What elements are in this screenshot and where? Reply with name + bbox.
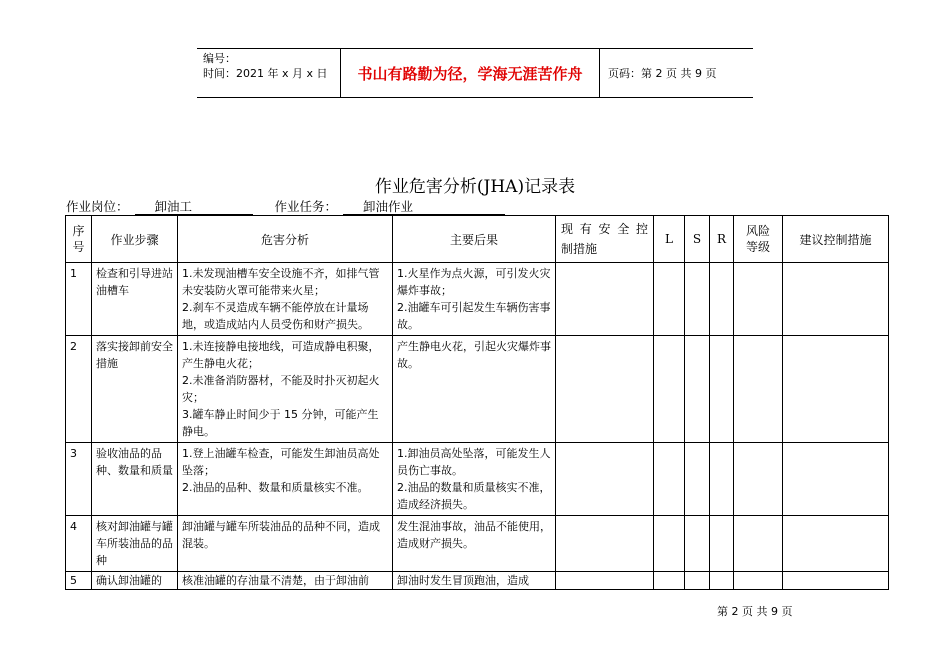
- row-consequence: [393, 516, 556, 572]
- col-step: 作业步骤: [92, 216, 178, 263]
- header-left: [197, 49, 340, 97]
- col-r: R: [710, 216, 734, 263]
- table-row: [66, 336, 889, 443]
- consequence-line: 2.油品的数量和质量核实不准，造成经济损失。: [397, 481, 551, 511]
- row-control: [556, 572, 654, 590]
- col-control: [556, 216, 654, 263]
- document-number-label: 编号：: [203, 52, 236, 65]
- row-r: [710, 516, 734, 572]
- row-risk: [734, 443, 783, 516]
- table-row: [66, 516, 889, 572]
- row-step: 检查和引导进站油槽车: [92, 263, 178, 336]
- row-r: [710, 572, 734, 590]
- row-s: [685, 572, 710, 590]
- row-consequence: [393, 572, 556, 590]
- row-seq: 5: [66, 572, 92, 590]
- col-hazard: 危害分析: [178, 216, 393, 263]
- col-consequence: 主要后果: [393, 216, 556, 263]
- col-control-line1: 现有安全控: [561, 222, 648, 236]
- row-hazard: [178, 263, 393, 336]
- row-control: [556, 516, 654, 572]
- table-row: [66, 443, 889, 516]
- page-header: [197, 48, 753, 98]
- row-s: [685, 263, 710, 336]
- col-control-line2: 制措施: [561, 242, 598, 256]
- row-seq: 4: [66, 516, 92, 572]
- consequence-line: 1.卸油员高处坠落，可能发生人员伤亡事故。: [397, 447, 551, 477]
- header-page-code: 页码：第 2 页 共 9 页: [608, 67, 717, 80]
- row-control: [556, 263, 654, 336]
- hazard-line: 2.刹车不灵造成车辆不能停放在计量场地，或造成站内人员受伤和财产损失。: [182, 301, 369, 331]
- col-seq: 序号: [66, 216, 92, 263]
- hazard-line: 3.罐车静止时间少于 15 分钟，可能产生静电。: [182, 408, 379, 438]
- row-l: [654, 516, 685, 572]
- job-info-line: [66, 197, 505, 215]
- row-risk: [734, 516, 783, 572]
- consequence-line: 发生混油事故，油品不能使用，造成财产损失。: [397, 520, 551, 550]
- row-s: [685, 336, 710, 443]
- row-l: [654, 336, 685, 443]
- row-seq: 2: [66, 336, 92, 443]
- table-header-row: [66, 216, 889, 263]
- row-hazard: [178, 516, 393, 572]
- hazard-line: 1.未发现油槽车安全设施不齐，如排气管未安装防火罩可能带来火星；: [182, 267, 380, 297]
- row-risk: [734, 572, 783, 590]
- row-suggest: [783, 263, 889, 336]
- row-hazard: [178, 572, 393, 590]
- row-hazard: [178, 336, 393, 443]
- hazard-line: 卸油罐与罐车所装油品的品种不同，造成混装。: [182, 520, 380, 550]
- consequence-line: 卸油时发生冒顶跑油，造成: [397, 574, 529, 587]
- table-row: [66, 572, 889, 590]
- row-step: 验收油品的品种、数量和质量: [92, 443, 178, 516]
- row-consequence: [393, 263, 556, 336]
- col-s: S: [685, 216, 710, 263]
- hazard-line: 核准油罐的存油量不清楚，由于卸油前: [182, 574, 369, 587]
- col-suggest: 建议控制措施: [783, 216, 889, 263]
- document-time: 时间：2021 年 x 月 x 日: [203, 67, 328, 80]
- hazard-line: 1.未连接静电接地线，可造成静电积聚，产生静电火花；: [182, 340, 380, 370]
- row-risk: [734, 336, 783, 443]
- hazard-line: 1.登上油罐车检查，可能发生卸油员高处坠落；: [182, 447, 380, 477]
- row-risk: [734, 263, 783, 336]
- col-l: L: [654, 216, 685, 263]
- post-label: 作业岗位：: [66, 199, 129, 214]
- row-r: [710, 263, 734, 336]
- row-s: [685, 443, 710, 516]
- row-control: [556, 336, 654, 443]
- header-motto: 书山有路勤为径，学海无涯苦作舟: [340, 49, 600, 97]
- row-step: 落实接卸前安全措施: [92, 336, 178, 443]
- consequence-line: 产生静电火花，引起火灾爆炸事故。: [397, 340, 551, 370]
- row-seq: 3: [66, 443, 92, 516]
- row-control: [556, 443, 654, 516]
- row-step: 核对卸油罐与罐车所装油品的品种: [92, 516, 178, 572]
- row-l: [654, 443, 685, 516]
- row-consequence: [393, 336, 556, 443]
- row-r: [710, 336, 734, 443]
- row-suggest: [783, 572, 889, 590]
- row-suggest: [783, 516, 889, 572]
- row-r: [710, 443, 734, 516]
- hazard-line: 2.油品的品种、数量和质量核实不准。: [182, 481, 369, 494]
- consequence-line: 1.火星作为点火源，可引发火灾爆炸事故；: [397, 267, 551, 297]
- document-title: 作业危害分析(JHA)记录表: [374, 177, 576, 197]
- consequence-line: 2.油罐车可引起发生车辆伤害事故。: [397, 301, 551, 331]
- hazard-line: 2.未准备消防器材，不能及时扑灭初起火灾；: [182, 374, 380, 404]
- page-footer: 第 2 页 共 9 页: [717, 605, 793, 618]
- row-consequence: [393, 443, 556, 516]
- row-suggest: [783, 336, 889, 443]
- row-suggest: [783, 443, 889, 516]
- task-value: 卸油作业: [343, 200, 505, 215]
- jha-record-table: [65, 215, 889, 590]
- table-row: [66, 263, 889, 336]
- post-value: 卸油工: [135, 200, 253, 215]
- row-step: 确认卸油罐的: [92, 572, 178, 590]
- row-l: [654, 263, 685, 336]
- row-s: [685, 516, 710, 572]
- row-l: [654, 572, 685, 590]
- row-hazard: [178, 443, 393, 516]
- col-risk-level: 风险等级: [734, 216, 783, 263]
- task-label: 作业任务：: [274, 199, 338, 214]
- row-seq: 1: [66, 263, 92, 336]
